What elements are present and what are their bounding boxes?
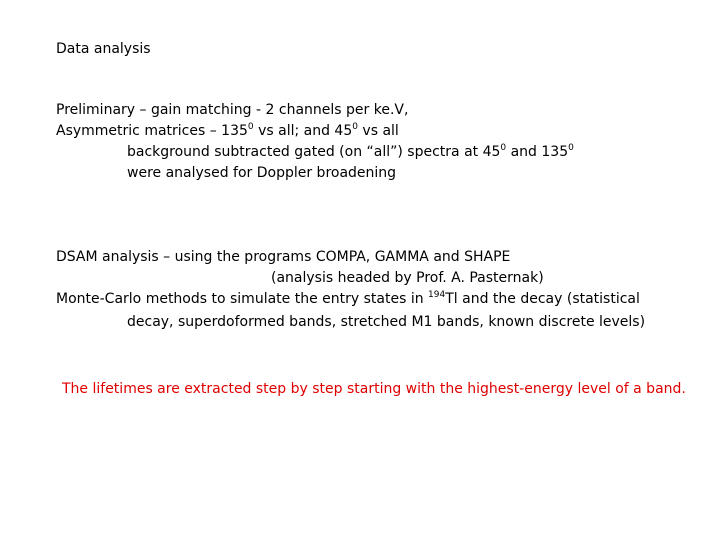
preliminary-line-3	[127, 142, 574, 162]
preliminary-line-2-part-c: vs all	[357, 123, 399, 139]
preliminary-line-1: Preliminary – gain matching - 2 channels per ke.V,	[56, 102, 409, 118]
dsam-line-2: (analysis headed by Prof. A. Pasternak)	[271, 270, 544, 286]
dsam-line-3-part-a: Monte-Carlo methods to simulate the entry states in	[56, 291, 429, 307]
degree-superscript: 0	[352, 122, 358, 132]
degree-superscript: 0	[500, 143, 507, 153]
dsam-line-1: DSAM analysis – using the programs COMPA, GAMMA and SHAPE	[56, 249, 511, 265]
preliminary-line-4: were analysed for Doppler broadening	[127, 165, 397, 181]
preliminary-line-3-part-b: and 135	[506, 144, 569, 160]
degree-superscript: 0	[568, 143, 574, 153]
slide-title: Data analysis	[56, 41, 151, 57]
dsam-line-3	[56, 289, 640, 309]
degree-superscript: 0	[247, 122, 254, 132]
conclusion-text: The lifetimes are extracted step by step starting with the highest-energy level of a band.	[62, 381, 686, 397]
dsam-line-3-part-b: Tl and the decay (statistical	[445, 291, 640, 307]
preliminary-line-2-part-b: vs all; and 45	[253, 123, 353, 139]
mass-number-superscript: 194	[428, 290, 446, 300]
preliminary-line-2-part-a: Asymmetric matrices – 135	[56, 123, 248, 139]
preliminary-line-3-part-a: background subtracted gated (on “all”) spectra at 45	[127, 144, 501, 160]
preliminary-line-2	[56, 121, 399, 141]
dsam-line-4: decay, superdoformed bands, stretched M1 bands, known discrete levels)	[127, 314, 646, 330]
